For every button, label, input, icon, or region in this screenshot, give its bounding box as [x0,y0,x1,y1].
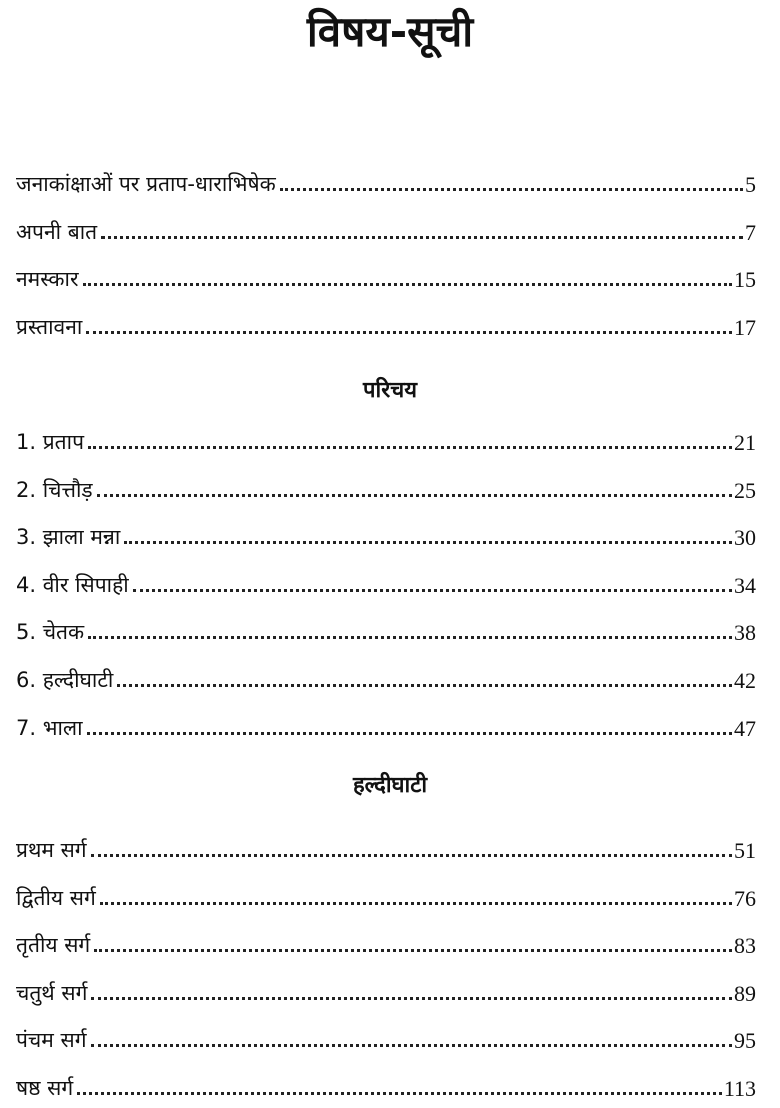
toc-entry[interactable] [16,210,756,246]
toc-entry-page: 51 [734,838,756,863]
toc-entry[interactable] [16,828,756,864]
dot-leader [124,541,732,544]
toc-entry-page: 25 [734,477,756,503]
toc-entry-title: प्रस्तावना [16,314,83,339]
toc-entry-title: जनाकांक्षाओं पर प्रताप-धाराभिषेक [16,172,276,196]
toc-entry-page: 76 [734,885,756,911]
toc-entry-page: 113 [723,1076,756,1101]
toc-entry-page: 47 [734,715,756,741]
toc-entry[interactable] [16,658,756,694]
toc-entry-title: 3. झाला मन्ना [16,525,121,550]
toc-entry-page: 7 [745,219,756,245]
toc-entry-title: द्वितीय सर्ग [16,885,96,910]
toc-entry[interactable] [16,706,756,742]
dot-leader [133,589,732,592]
dot-leader [91,997,732,1000]
dot-leader [87,732,732,735]
toc-entry[interactable] [16,876,756,912]
toc-entry[interactable] [16,162,756,198]
dot-leader [86,331,732,334]
dot-leader [77,1092,722,1095]
toc-entry[interactable] [16,610,756,646]
dot-leader [94,949,732,952]
toc-entry-page: 21 [734,430,756,455]
dot-leader [101,236,743,239]
dot-leader [91,1044,732,1047]
toc-entry-page: 42 [734,668,756,693]
toc-entry-title: पंचम सर्ग [16,1028,87,1053]
toc-entry-title: 1. प्रताप [16,430,84,454]
dot-leader [280,188,743,191]
toc-entry-title: 2. चित्तौड़ [16,477,93,502]
toc-entry-page: 5 [745,172,756,197]
toc-entry-page: 95 [734,1028,756,1054]
toc-entry-title: चतुर्थ सर्ग [16,980,88,1005]
toc-entry-title: षष्ठ सर्ग [16,1076,74,1100]
dot-leader [117,684,732,687]
toc-entry-page: 34 [734,572,756,598]
toc-entry-title: प्रथम सर्ग [16,838,87,862]
dot-leader [83,283,732,286]
toc-entry[interactable] [16,971,756,1007]
toc-entry-page: 17 [734,314,756,340]
toc-entry[interactable] [16,1066,756,1102]
dot-leader [100,902,732,905]
dot-leader [88,446,732,449]
toc-entry-title: तृतीय सर्ग [16,933,91,958]
section-heading: हल्दीघाटी [352,773,428,798]
toc-entry-title: अपनी बात [16,219,98,244]
toc-entry-page: 30 [734,525,756,551]
toc-entry-page: 89 [734,980,756,1006]
toc-entry-title: नमस्कार [16,267,79,292]
dot-leader [91,854,732,857]
toc-entry[interactable] [16,563,756,599]
section-heading: परिचय [363,378,417,403]
toc-entry-title: 7. भाला [16,715,83,740]
toc-entry[interactable] [16,1018,756,1054]
toc-entry[interactable] [16,468,756,504]
toc-entry[interactable] [16,923,756,959]
toc-entry-title: 6. हल्दीघाटी [16,668,114,692]
toc-entry[interactable] [16,305,756,341]
toc-entry[interactable] [16,257,756,293]
dot-leader [88,636,732,639]
toc-entry-page: 83 [734,933,756,959]
toc-entry[interactable] [16,515,756,551]
toc-entry[interactable] [16,420,756,456]
toc-entry-title: 4. वीर सिपाही [16,572,129,597]
toc-entry-page: 15 [734,267,756,293]
dot-leader [97,494,732,497]
toc-entry-title: 5. चेतक [16,620,85,645]
toc-entry-page: 38 [734,620,756,646]
page-title: विषय-सूची [306,7,474,56]
